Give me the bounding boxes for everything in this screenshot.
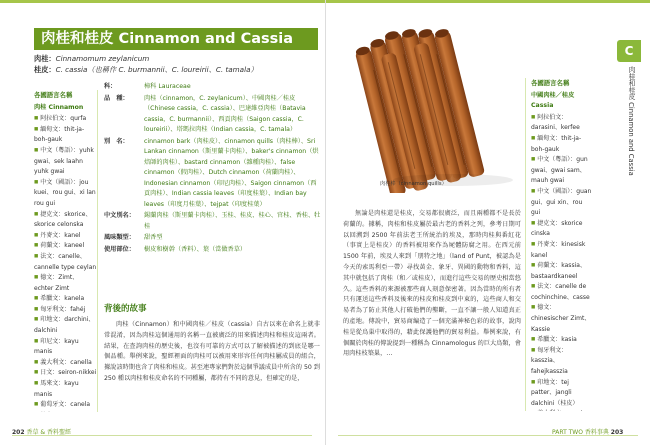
info-row [104,233,322,244]
language-name-item: ■ 印地文：darchini、dalchini [34,315,97,336]
language-name-item [531,409,592,411]
info-value: 肉桂（cinnamon，C. zeylanicum）、中國肉桂／桂皮（Chinese cassia，C. cassia）、巴達維亞肉桂（Batavia cassia，C. burmannii）、西貢肉桂（Saigon cassia，C. loureirii）、塔瑪拉肉桂（Indian cassia，C. tamala） [144,94,306,133]
language-name-item: ■ 緬甸文：thit-ja-boh-gauk [531,134,592,155]
language-name-item: ■ 丹麥文：kanel [34,231,97,242]
language-name-item: ■ 德文：chinesischer Zimt、Kassie [531,303,592,335]
side-running-title: 肉桂和桂皮 Cinnamon and Cassia [627,66,635,176]
latin-name-cassia: C. cassia（也稱作 C. burmannii、C. loureirii、C. tamala） [55,65,258,74]
info-label: 品 種： [104,94,129,102]
language-names-heading: 各國語言名稱 [34,91,73,99]
page-title: 肉桂和桂皮 Cinnamon and Cassia [34,28,318,50]
info-value: 錫蘭肉桂（斯里蘭卡肉桂）、玉桂、桂皮、桂心、官桂、香桂、牡桂 [144,212,321,230]
language-name-item: ■ 印地文：tej patter、jangli dalchini（桂皮） [531,378,592,410]
part-title: PART TWO 香料事典 [552,429,609,436]
language-names-subheading: 肉桂 Cinnamon [34,103,84,111]
language-name-item: ■ 阿拉伯文：darasini、kerfee [531,113,592,134]
book-spine [325,0,326,445]
language-name-item: ■ 德文：Zimt、echter Zimt [34,273,97,294]
language-name-item: ■ 日文：seiron-nikkei [34,368,97,379]
info-value: 樹皮和樹幹（香料）、葉（當做香草） [144,245,247,253]
language-name-item: ■ 荷蘭文：kaneel [34,241,97,252]
story-text-right: 無論是肉桂還是桂皮，交易都很廣泛，而且兩種都不是長於荷蘭的。據稱，肉桂和桂皮屬於最古老的香料之列，參考日期可以回溯到 2500 年前法老王所統治的埃及，那時肉桂與番紅花（事實上是桂皮）的香料被用來作為屍體防腐之用。在西元前 1500 年前，埃及人來到「朋特之地」（land of Punt，被認為是今天的索馬利亞一帶）尋找黃金、象牙、異國的動物和香料，這其中就包括了肉桂（和／或桂皮），而進行這些交易的歷史相當悠久。這些香料的來源被那些商人刻意保密著。因為當時的所有者只有運送這些香料及後來的桂皮和桂皮到中東的，這些商人和交易者為了防止其他人打破他們的壟斷，一直不讓一般人知道真正的產地。傳說中，貿易商編造了一個充滿神秘色彩的故事，說肉桂是從鳥巢中取得的，藉此保護他們的貿易利益。舉例來說，有個關於肉桂的傳說提到一種稱為 Cinnamologus 的巨大鳥類，會用肉桂枝築巢，… [343,210,521,358]
story-text-left: 肉桂（Cinnamon）和中國肉桂／桂皮（cassia）自古以來在命名上就非常混淆，因為肉桂這個通用的名稱一直被廣泛的用來描述肉桂和桂皮這兩者。結果，在查詢肉桂的歷史後，也沒有可靠的方式可以了解被描述的到底是哪一個品種。舉例來說，聖經裡面的肉桂可以被用來形容任何肉桂屬成員的組合，據說該時期也含了肉桂和桂皮。甚至連專家們對於這個爭議成員中所含的 50 到 250 種以肉桂和桂皮命名的不同種屬，都持有不同的意見，但確定的是， [104,321,320,382]
info-value: cinnamon bark（肉桂皮）、cinnamon quills（肉桂棒）、Sri Lankan cinnamon（斯里蘭卡肉桂）、baker's cinnamon（烘焙師的肉桂）、bastard cinnamon（雜種肉桂）、false cinnamon（假肉桂）、Dutch cinnamon（荷蘭肉桂）、Indonesian cinnamon（印尼肉桂）、Saigon cinnamon（西貢肉桂）、Indian cassia leaves（印度桂葉）、Indian bay leaves（印度月桂葉）、tejpat（印度桂葉） [144,137,319,208]
info-value: 樟科 Lauraceae [144,83,191,90]
language-name-item: ■ 葡萄牙文：canela [34,400,97,411]
language-name-item: ■ 阿拉伯文：qurfa [34,114,97,125]
info-label: 使用部位： [104,245,135,253]
latin-label-cassia: 桂皮： [34,65,56,74]
story-heading: 背後的故事 [104,304,147,314]
language-name-item: ■ 中文（粵語）：yuhk gwai、sek laahn yuhk gwai [34,146,97,178]
language-name-item: ■ 匈牙利文：fahéj [34,305,97,316]
language-name-item: ■ 馬來文：kayu manis [34,379,97,400]
info-row [104,137,322,211]
cassia-language-names [525,78,592,411]
language-name-item [34,411,97,412]
info-label: 科： [104,83,117,90]
language-name-item: ■ 荷蘭文：kassia、bastaardkaneel [531,261,592,282]
language-name-item: ■ 丹麥文：kinesisk kanel [531,240,592,261]
language-name-item: ■ 中文（國語）：guan gui、gui xin、rou gui [531,187,592,219]
language-names-subheading: 中國肉桂／桂皮 Cassia [531,91,575,110]
language-name-list [34,114,97,412]
cinnamon-language-names [34,90,98,412]
language-name-item: ■ 法文：canelle、cannelle type ceylan [34,252,97,273]
language-name-item: ■ 捷克文：skorice、skorice celonska [34,210,97,231]
page-number-right: 203 [610,429,624,436]
language-name-item: ■ 印尼文：kayu manis [34,337,97,358]
page-number-left: 202 [12,429,25,436]
language-name-item: ■ 法文：canelle de cochinchine、casse [531,282,592,303]
photo-caption: 肉桂棒（cinnamon quills） [380,181,447,187]
cinnamon-quills-photo [333,28,523,193]
language-name-item: ■ 捷克文：skorice cinska [531,219,592,240]
latin-names [34,53,318,75]
info-label: 中文別名： [104,212,135,219]
footer-right [552,427,623,436]
footer-left [12,427,71,436]
language-name-item: ■ 中文（粵語）：gun gwai、gwai sam、mauh gwai [531,155,592,187]
info-row [104,245,322,256]
language-name-item: ■ 匈牙利文：kasszia、fahejkasszia [531,346,592,378]
language-name-item: ■ 希臘文：kasia [531,335,592,346]
language-name-item: ■ 緬甸文：thit-ja-boh-gauk [34,125,97,146]
info-row [104,94,322,136]
language-name-item: ■ 希臘文：kanela [34,294,97,305]
latin-label-cinnamon: 肉桂： [34,54,56,63]
language-names-heading: 各國語言名稱 [531,79,570,87]
letter-index-tab[interactable]: C [617,40,641,62]
info-row [104,211,322,232]
language-name-item: ■ 中文（國語）：jou kuei、rou gui、xi lan rou gui [34,178,97,210]
language-name-list [531,113,592,411]
book-title: 香草 & 香料聖經 [26,429,71,436]
latin-name-cinnamon: Cinnamomum zeylanicum [55,54,150,63]
info-row [104,82,322,93]
info-value: 甜香型 [144,234,163,241]
info-label: 風味類型： [104,234,135,241]
language-name-item: ■ 義大利文：canella [34,358,97,369]
info-label: 別 名： [104,137,129,145]
info-table [104,82,322,256]
